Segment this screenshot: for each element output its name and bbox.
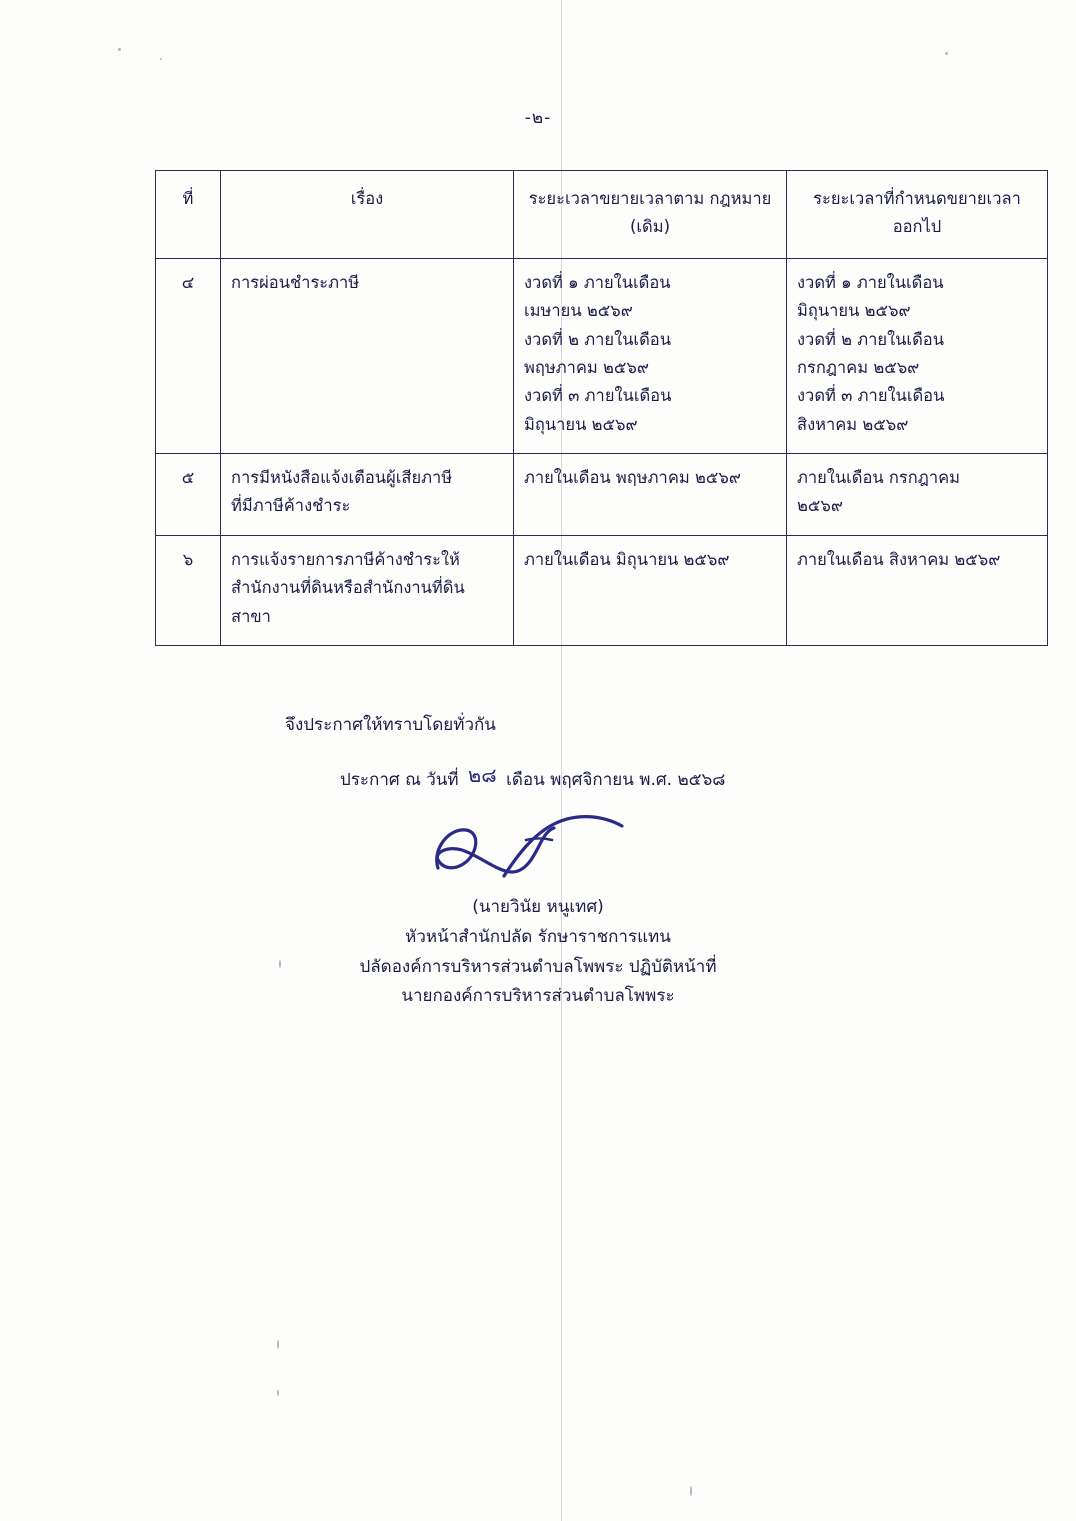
row-new-line: ภายในเดือน กรกฎาคม <box>797 468 961 487</box>
row-new-period <box>787 535 1048 645</box>
signer-title-line-2: ปลัดองค์การบริหารส่วนตำบลโพพระ ปฏิบัติหน้าที่ <box>359 956 717 977</box>
row-new-line: งวดที่ ๒ ภายในเดือน <box>797 329 944 349</box>
table-row <box>156 258 1048 453</box>
row-topic-line: การแจ้งรายการภาษีค้างชำระให้ <box>231 549 460 569</box>
scan-speck <box>945 52 948 55</box>
column-header-old-line1: ระยะเวลาขยายเวลาตาม <box>528 189 705 208</box>
row-new-line: งวดที่ ๑ ภายในเดือน <box>797 272 944 292</box>
extension-schedule-table <box>155 170 1048 646</box>
row-topic-line: ที่มีภาษีค้างชำระ <box>231 496 351 516</box>
page-number: -๒- <box>524 108 552 128</box>
closing-date-line <box>340 762 725 794</box>
row-old-line: งวดที่ ๒ ภายในเดือน <box>524 329 671 349</box>
column-header-no: ที่ <box>156 171 221 259</box>
row-number: ๕ <box>156 454 221 536</box>
closing-announcement-line: จึงประกาศให้ทราบโดยทั่วกัน <box>285 715 496 735</box>
row-old-period <box>514 258 787 453</box>
handwritten-signature-icon <box>408 810 668 890</box>
row-old-line: พฤษภาคม ๒๕๖๙ <box>524 357 649 377</box>
row-topic-line: สาขา <box>231 606 271 626</box>
row-new-line: มิถุนายน ๒๕๖๙ <box>797 301 911 321</box>
row-old-period <box>514 535 787 645</box>
table-row <box>156 454 1048 536</box>
column-header-new-line2: ออกไป <box>892 217 942 237</box>
row-new-line: สิงหาคม ๒๕๖๙ <box>797 414 909 434</box>
row-topic <box>221 258 514 453</box>
row-old-period <box>514 454 787 536</box>
scan-speck <box>160 58 162 60</box>
scan-speck <box>690 1486 692 1496</box>
row-number: ๔ <box>156 258 221 453</box>
row-old-line: มิถุนายน ๒๕๖๙ <box>524 414 638 434</box>
row-new-line: กรกฎาคม ๒๕๖๙ <box>797 357 920 377</box>
row-topic <box>221 535 514 645</box>
signer-title-line-1: หัวหน้าสำนักปลัด รักษาราชการแทน <box>405 926 671 947</box>
signer-name: (นายวินัย หนูเทศ) <box>472 897 604 917</box>
scan-speck <box>277 1390 279 1396</box>
row-new-period <box>787 454 1048 536</box>
scan-speck <box>277 1340 279 1349</box>
signature-area <box>0 810 1076 890</box>
row-new-period <box>787 258 1048 453</box>
row-number: ๖ <box>156 535 221 645</box>
row-topic-line: การผ่อนชำระภาษี <box>231 272 360 292</box>
row-old-line: เมษายน ๒๕๖๙ <box>524 301 633 321</box>
row-old-line: ภายในเดือน มิถุนายน ๒๕๖๙ <box>524 549 730 569</box>
handwritten-date: ๒๘ <box>468 763 497 787</box>
column-header-old-line2: กฎหมาย (เดิม) <box>629 189 772 237</box>
row-topic-line: สำนักงานที่ดินหรือสำนักงานที่ดิน <box>231 578 465 598</box>
scan-speck <box>118 48 121 51</box>
row-old-line: งวดที่ ๓ ภายในเดือน <box>524 386 672 406</box>
table-row <box>156 535 1048 645</box>
signature-block <box>0 893 1076 1012</box>
row-new-line: ภายในเดือน สิงหาคม ๒๕๖๙ <box>797 549 1001 569</box>
row-old-line: ภายในเดือน พฤษภาคม ๒๕๖๙ <box>524 468 741 487</box>
column-header-topic: เรื่อง <box>221 171 514 259</box>
column-header-new-line1: ระยะเวลาที่กำหนดขยายเวลา <box>813 189 1021 208</box>
row-topic-line: การมีหนังสือแจ้งเตือนผู้เสียภาษี <box>231 468 453 487</box>
row-old-line: งวดที่ ๑ ภายในเดือน <box>524 272 671 292</box>
table-header-row <box>156 171 1048 259</box>
column-header-old-period <box>514 171 787 259</box>
signer-title-line-3: นายกองค์การบริหารส่วนตำบลโพพระ <box>401 986 675 1007</box>
column-header-new-period <box>787 171 1048 259</box>
closing-date-suffix: เดือน พฤศจิกายน พ.ศ. ๒๕๖๘ <box>506 770 726 790</box>
row-new-line: งวดที่ ๓ ภายในเดือน <box>797 386 945 406</box>
row-new-line: ๒๕๖๙ <box>797 496 843 516</box>
closing-date-prefix: ประกาศ ณ วันที่ <box>340 770 459 790</box>
row-topic <box>221 454 514 536</box>
